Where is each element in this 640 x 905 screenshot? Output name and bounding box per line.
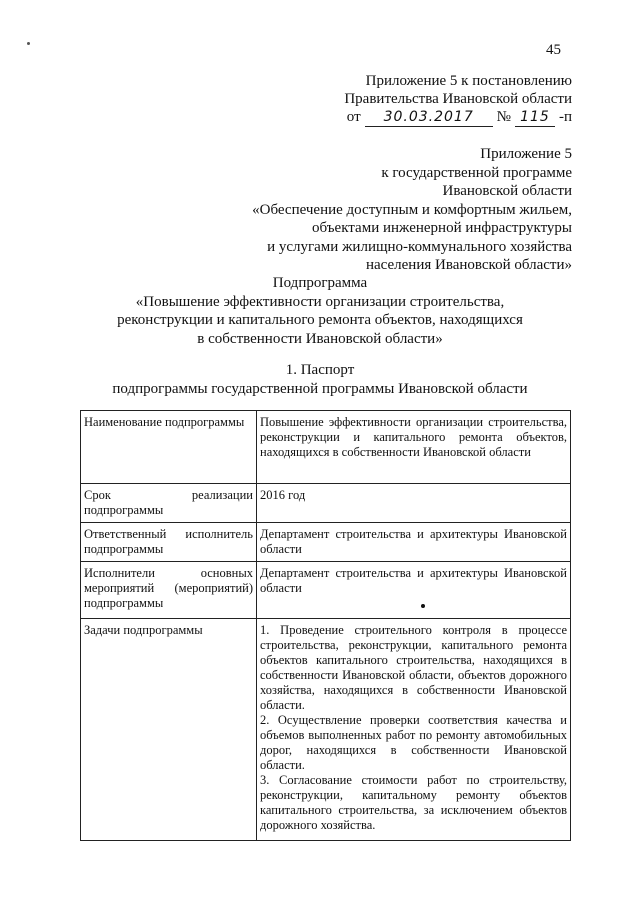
subprogram-label: Подпрограмма (272, 275, 368, 291)
table-row (81, 411, 571, 484)
scan-dot (421, 604, 425, 608)
handwritten-date: 30.03.2017 (365, 108, 493, 127)
program-appendix-line: населения Ивановской области» (365, 257, 572, 273)
row-label: Ответственный исполнитель подпрограммы (81, 523, 257, 562)
program-appendix-line: «Обеспечение доступным и комфортным жильем, (252, 201, 572, 218)
appendix-line-2: Правительства Ивановской области (344, 91, 572, 107)
handwritten-number: 115 (515, 108, 555, 127)
task-item: 3. Согласование стоимости работ по строительству, реконструкции, капитальному ремонту объектов капитального строительства, за исключением объектов дорожного хозяйства. (260, 773, 567, 832)
task-item: 1. Проведение строительного контроля в процессе строительства, реконструкции, капитального ремонта объектов капитального строительства, находящихся в собственности Ивановской области, объектов дорожного хозяйства, находящихся в собственности Ивановской области. (260, 623, 567, 712)
tasks-cell (257, 619, 571, 841)
row-value: Департамент строительства и архитектуры Ивановской области (257, 523, 571, 562)
row-label: Наименование подпрограммы (81, 411, 257, 484)
program-appendix-line: и услугами жилищно-коммунального хозяйства (267, 238, 572, 255)
program-appendix-line: объектами инженерной инфраструктуры (312, 220, 572, 236)
table-row (81, 562, 571, 619)
table-row (81, 523, 571, 562)
program-appendix-line: Приложение 5 (480, 146, 572, 162)
passport-subtitle: подпрограммы государственной программы Ивановской области (112, 380, 528, 397)
row-value: 2016 год (257, 484, 571, 523)
table-row (81, 484, 571, 523)
row-label: Исполнители основных мероприятий (мероприятий) подпрограммы (81, 562, 257, 619)
row-value: Повышение эффективности организации строительства, реконструкции и капитального ремонта объектов, находящихся в собственности Ивановской области (257, 411, 571, 484)
subprogram-title-line: в собственности Ивановской области» (197, 330, 443, 347)
number-label: № (496, 109, 511, 125)
number-suffix: -п (558, 109, 572, 125)
row-value: Департамент строительства и архитектуры Ивановской области (257, 562, 571, 619)
passport-title: 1. Паспорт (285, 362, 355, 378)
program-appendix-line: к государственной программе (381, 164, 572, 181)
passport-heading (80, 361, 560, 398)
order-date-number-line (344, 108, 572, 127)
program-appendix-line: Ивановской области (442, 183, 572, 199)
subprogram-title-line: «Повышение эффективности организации строительства, (135, 293, 505, 310)
row-label: Срок реализации подпрограммы (81, 484, 257, 523)
task-item: 2. Осуществление проверки соответствия качества и объемов выполненных работ по ремонту автомобильных дорог, находящихся в собственности Ивановской области. (260, 713, 567, 772)
page-number: 45 (546, 42, 561, 58)
subprogram-title-line: реконструкции и капитального ремонта объектов, находящихся (117, 312, 523, 328)
row-label: Задачи подпрограммы (81, 619, 257, 841)
scan-speck (27, 42, 30, 45)
from-label: от (346, 109, 361, 125)
table-row (81, 619, 571, 841)
program-appendix-header (252, 145, 572, 275)
passport-table (80, 410, 571, 841)
subprogram-title (80, 274, 560, 348)
resolution-appendix-header (344, 72, 572, 127)
appendix-line-1: Приложение 5 к постановлению (365, 73, 572, 89)
